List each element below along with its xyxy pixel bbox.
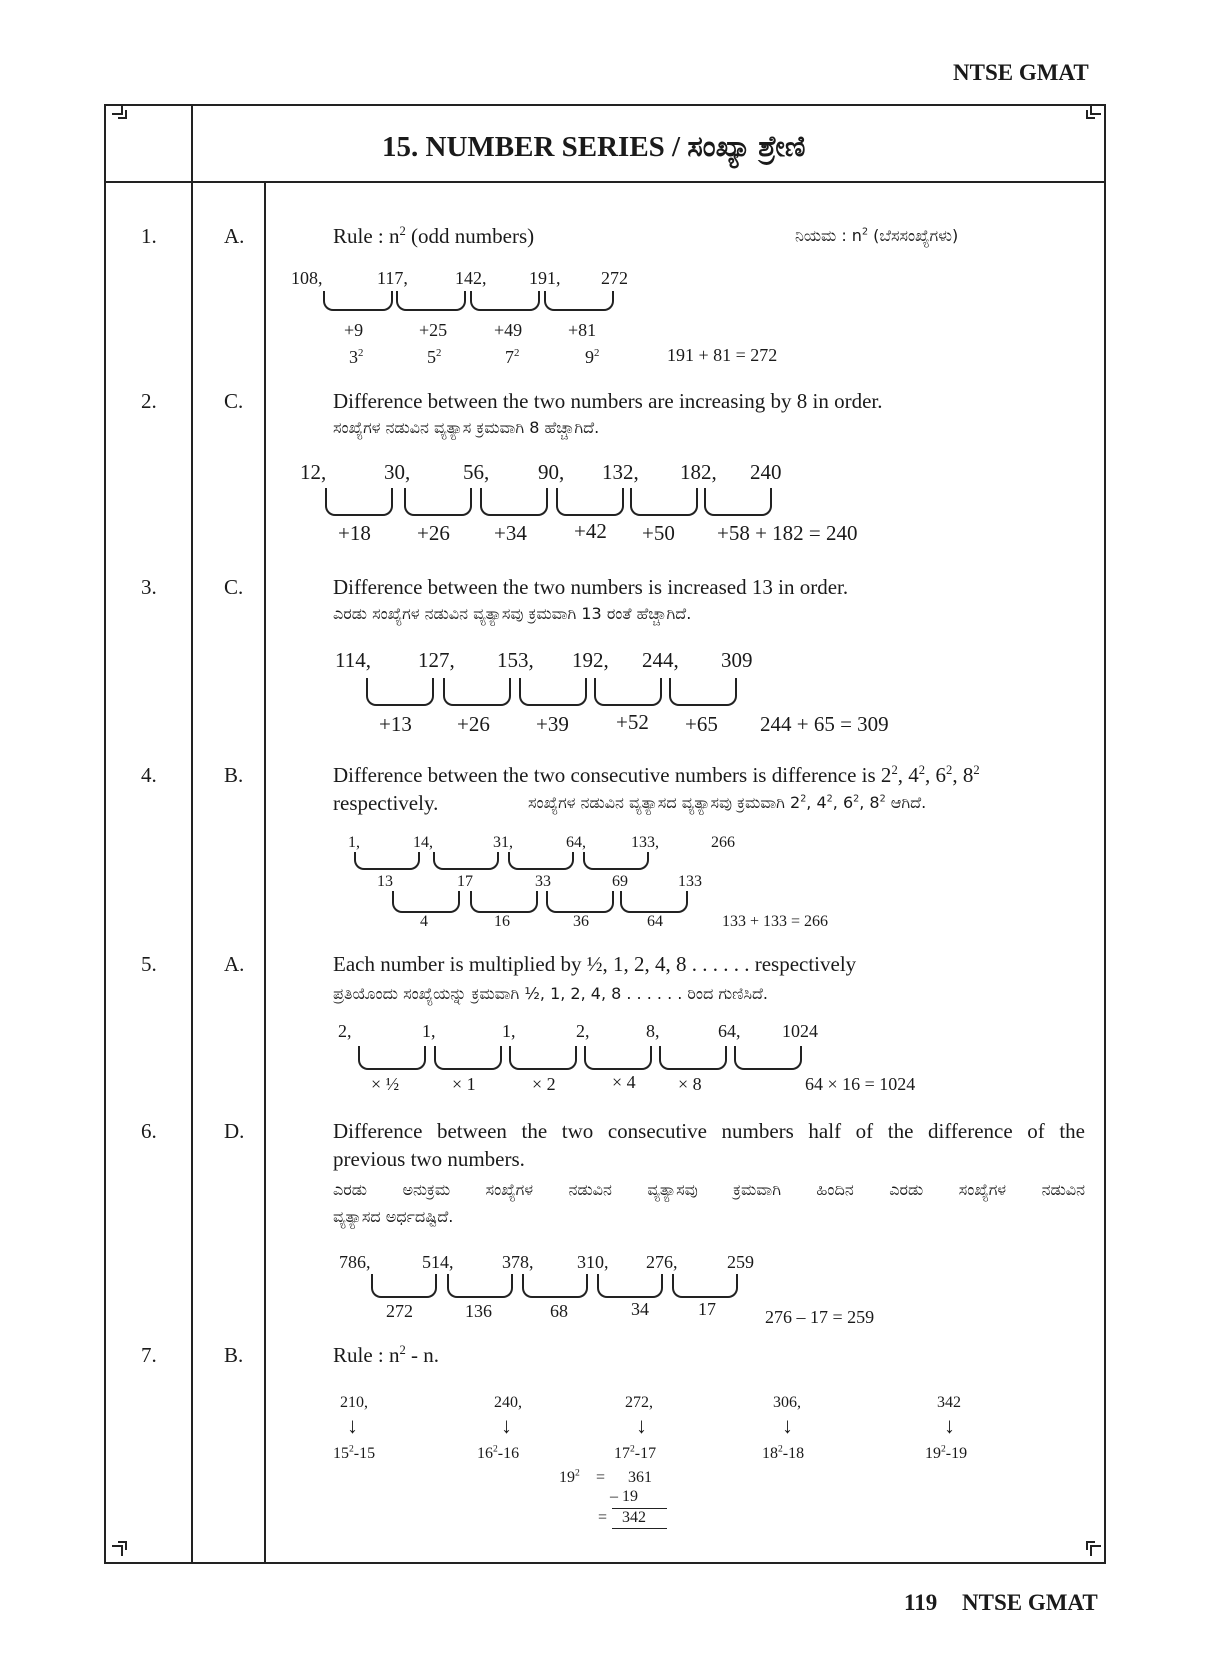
series-term: 306,: [773, 1394, 801, 1411]
explanation-text-kannada: ಎರಡು ಸಂಖ್ಯೆಗಳ ನಡುವಿನ ವ್ಯತ್ಯಾಸವು ಕ್ರಮವಾಗಿ 13 ರಂತೆ ಹೆಚ್ಚಾಗಿದೆ.: [333, 604, 692, 623]
explanation-text-kannada: ಪ್ರತಿಯೊಂದು ಸಂಖ್ಯೆಯನ್ನು ಕ್ರಮವಾಗಿ ½, 1, 2, 4, 8 . . . . . . ರಿಂದ ಗುಣಿಸಿದೆ.: [333, 984, 769, 1003]
difference-value: +9: [344, 320, 364, 340]
answer-table: [104, 104, 1106, 1564]
difference-value: 34: [631, 1299, 649, 1319]
explanation-text-kannada: ವ್ಯತ್ಯಾಸದ ಅರ್ಧದಷ್ಟಿದೆ.: [333, 1207, 454, 1226]
series-term: 108,: [291, 268, 323, 288]
question-number: 1.: [141, 224, 157, 248]
series-term: 31,: [493, 834, 513, 851]
calc-label: $19^2$: [559, 1467, 580, 1486]
result-equation: 133 + 133 = 266: [722, 913, 829, 930]
series-term: 30,: [384, 460, 411, 484]
difference-bracket: [433, 852, 499, 870]
difference-value: +26: [417, 521, 450, 545]
corner-ornament-icon: [1083, 1538, 1101, 1556]
question-number: 6.: [141, 1119, 157, 1143]
corner-ornament-icon: [1083, 104, 1101, 122]
calc-equals: =: [596, 1469, 606, 1486]
explanation-text: Each number is multiplied by ½, 1, 2, 4, 8 . . . . . . respectively: [333, 952, 857, 976]
explanation-text-kannada: ಸಂಖ್ಯೆಗಳ ನಡುವಿನ ವ್ಯತ್ಯಾಸದ ವ್ಯತ್ಯಾಸವು ಕ್ರಮವಾಗಿ $2^2$, $4^2$, $6^2$, $8^2$ ಆಗಿದೆ.: [528, 793, 927, 812]
series-term: 90,: [538, 460, 565, 484]
series-term: 191,: [529, 268, 561, 288]
calc-value: 361: [628, 1469, 652, 1486]
explanation-text: Difference between the two numbers is increased 13 in order.: [333, 575, 849, 599]
difference-value: 68: [550, 1301, 568, 1321]
difference-value: 136: [465, 1301, 492, 1321]
square-value: $3^2$: [349, 347, 364, 367]
difference-bracket: [371, 1274, 437, 1298]
question-number: 2.: [141, 389, 157, 413]
formula-value: $15^2-15$: [333, 1443, 376, 1462]
series-term: 117,: [377, 268, 408, 288]
series-term: 1,: [348, 834, 360, 851]
difference-bracket: [480, 488, 548, 516]
series-term: 12,: [300, 460, 327, 484]
difference-value: 272: [386, 1301, 413, 1321]
series-term: 133,: [631, 834, 659, 851]
difference-value: +58 + 182 = 240: [717, 521, 858, 545]
series-term: 1024: [782, 1021, 818, 1041]
difference-bracket: [325, 488, 393, 516]
difference-bracket: [443, 678, 511, 706]
second-difference-value: 16: [494, 913, 510, 930]
difference-value: 17: [457, 873, 473, 890]
explanation-text-kannada: ಸಂಖ್ಯೆಗಳ ನಡುವಿನ ವ್ಯತ್ಯಾಸ ಕ್ರಮವಾಗಿ 8 ಹೆಚ್ಚಾಗಿದೆ.: [333, 418, 600, 437]
difference-bracket: [594, 678, 662, 706]
footer-title: NTSE GMAT: [962, 1590, 1098, 1615]
difference-bracket: [366, 678, 434, 706]
series-term: 64,: [718, 1021, 741, 1041]
difference-bracket: [546, 891, 614, 913]
title-divider: [104, 181, 1106, 183]
square-value: $5^2$: [427, 347, 442, 367]
multiplier-value: × ½: [371, 1074, 400, 1094]
difference-value: +81: [568, 320, 597, 340]
series-term: 64,: [566, 834, 586, 851]
difference-value: +34: [494, 521, 527, 545]
series-term: 2,: [338, 1021, 352, 1041]
series-term: 272: [601, 268, 628, 288]
difference-value: 33: [535, 873, 551, 890]
multiplier-value: × 2: [532, 1074, 556, 1094]
series-term: 153,: [497, 648, 534, 672]
explanation-text-kannada: ಎರಡು ಅನುಕ್ರಮ ಸಂಖ್ಯೆಗಳ ನಡುವಿನ ವ್ಯತ್ಯಾಸವು ಕ್ರಮವಾಗಿ ಹಿಂದಿನ ಎರಡು ಸಂಖ್ಯೆಗಳ ನಡುವಿನ: [333, 1180, 1085, 1199]
series-term: 310,: [577, 1252, 609, 1272]
multiplier-bracket: [659, 1046, 727, 1070]
second-difference-value: 36: [573, 913, 589, 930]
header-title: NTSE GMAT: [953, 60, 1089, 85]
answer-option: A.: [224, 952, 245, 976]
difference-value: +49: [494, 320, 523, 340]
difference-bracket: [447, 1274, 513, 1298]
difference-value: 133: [678, 873, 702, 890]
answer-option: C.: [224, 575, 244, 599]
series-term: 142,: [455, 268, 487, 288]
difference-bracket: [620, 891, 688, 913]
square-value: $9^2$: [585, 347, 600, 367]
difference-bracket: [519, 678, 587, 706]
difference-value: +13: [379, 712, 412, 736]
difference-bracket: [470, 891, 538, 913]
down-arrow-icon: ↓: [347, 1413, 358, 1438]
difference-bracket: [544, 291, 614, 311]
explanation-text: Difference between the two numbers are increasing by 8 in order.: [333, 389, 883, 413]
difference-bracket: [404, 488, 472, 516]
series-term: 210,: [340, 1394, 368, 1411]
series-term: 192,: [572, 648, 609, 672]
formula-value: $16^2-16$: [477, 1443, 520, 1462]
down-arrow-icon: ↓: [944, 1413, 955, 1438]
explanation-text: previous two numbers.: [333, 1147, 525, 1171]
calc-subtract: – 19: [610, 1488, 638, 1505]
difference-bracket: [704, 488, 772, 516]
series-term: 8,: [646, 1021, 660, 1041]
difference-value: 17: [698, 1299, 716, 1319]
rule-text: Rule : $n^2$ (odd numbers): [333, 224, 535, 248]
series-term: 56,: [463, 460, 490, 484]
multiplier-bracket: [509, 1046, 577, 1070]
difference-bracket: [522, 1274, 588, 1298]
series-term: 182,: [680, 460, 717, 484]
difference-bracket: [669, 678, 737, 706]
series-term: 2,: [576, 1021, 590, 1041]
difference-value: +18: [338, 521, 371, 545]
question-number: 3.: [141, 575, 157, 599]
difference-bracket: [597, 1274, 663, 1298]
difference-bracket: [583, 852, 649, 870]
series-term: 514,: [422, 1252, 454, 1272]
difference-bracket: [556, 488, 624, 516]
difference-value: +65: [685, 712, 718, 736]
explanation-text: Difference between the two consecutive numbers is difference is $2^2$, $4^2$, $6^2$, $8^2$: [333, 763, 980, 787]
multiplier-bracket: [734, 1046, 802, 1070]
page-number: 119: [904, 1590, 938, 1615]
series-term: 244,: [642, 648, 679, 672]
formula-value: $18^2-18$: [762, 1443, 805, 1462]
result-equation: 244 + 65 = 309: [760, 712, 889, 736]
series-term: 132,: [602, 460, 639, 484]
question-number: 7.: [141, 1343, 157, 1367]
series-term: 14,: [413, 834, 433, 851]
difference-bracket: [323, 291, 393, 311]
difference-bracket: [508, 852, 574, 870]
series-term: 240: [750, 460, 782, 484]
page-title: 15. NUMBER SERIES / ಸಂಖ್ಯಾ ಶ್ರೇಣಿ: [382, 131, 806, 163]
difference-bracket: [470, 291, 540, 311]
difference-value: +52: [616, 710, 649, 734]
difference-value: +50: [642, 521, 675, 545]
series-term: 786,: [339, 1252, 371, 1272]
series-term: 127,: [418, 648, 455, 672]
multiplier-bracket: [584, 1046, 652, 1070]
second-difference-value: 64: [647, 913, 663, 930]
column-divider: [264, 183, 266, 1564]
down-arrow-icon: ↓: [636, 1413, 647, 1438]
multiplier-value: × 8: [678, 1074, 702, 1094]
answer-option: C.: [224, 389, 244, 413]
second-difference-value: 4: [420, 913, 428, 930]
answer-option: A.: [224, 224, 245, 248]
difference-bracket: [630, 488, 698, 516]
answer-option: D.: [224, 1119, 245, 1143]
multiplier-value: × 4: [612, 1072, 636, 1092]
question-number: 4.: [141, 763, 157, 787]
multiplier-value: × 1: [452, 1074, 476, 1094]
multiplier-bracket: [358, 1046, 426, 1070]
square-value: $7^2$: [505, 347, 520, 367]
difference-bracket: [354, 852, 420, 870]
difference-value: 13: [377, 873, 393, 890]
difference-bracket: [396, 291, 466, 311]
result-equation: 191 + 81 = 272: [667, 345, 778, 365]
difference-value: 69: [612, 873, 628, 890]
column-divider: [191, 104, 193, 1564]
calc-result: 342: [622, 1509, 646, 1526]
difference-value: +25: [419, 320, 448, 340]
explanation-text: respectively.: [333, 791, 439, 815]
series-term: 240,: [494, 1394, 522, 1411]
rule-text: Rule : $n^2$ - n.: [333, 1343, 440, 1367]
corner-ornament-icon: [112, 1538, 130, 1556]
difference-bracket: [672, 1274, 738, 1298]
rule-text-kannada: ನಿಯಮ : $n^2$ (ಬೆಸಸಂಖ್ಯೆಗಳು): [795, 226, 959, 245]
down-arrow-icon: ↓: [501, 1413, 512, 1438]
explanation-text: Difference between the two consecutive numbers half of the difference of the: [333, 1119, 1085, 1143]
series-term: 114,: [335, 648, 371, 672]
calc-equals: =: [598, 1509, 608, 1526]
series-term: 309: [721, 648, 753, 672]
series-term: 1,: [422, 1021, 436, 1041]
series-term: 266: [711, 834, 735, 851]
series-term: 378,: [502, 1252, 534, 1272]
calc-underline: [612, 1528, 667, 1529]
result-equation: 64 × 16 = 1024: [805, 1074, 916, 1094]
difference-value: +26: [457, 712, 490, 736]
multiplier-bracket: [434, 1046, 502, 1070]
series-term: 259: [727, 1252, 754, 1272]
corner-ornament-icon: [112, 104, 130, 122]
result-equation: 276 – 17 = 259: [765, 1307, 875, 1327]
series-term: 272,: [625, 1394, 653, 1411]
difference-value: +42: [574, 519, 607, 543]
series-term: 342: [937, 1394, 961, 1411]
series-term: 276,: [646, 1252, 678, 1272]
question-number: 5.: [141, 952, 157, 976]
answer-option: B.: [224, 1343, 244, 1367]
formula-value: $19^2-19$: [925, 1443, 968, 1462]
answer-option: B.: [224, 763, 244, 787]
down-arrow-icon: ↓: [782, 1413, 793, 1438]
difference-bracket: [392, 891, 460, 913]
series-term: 1,: [502, 1021, 516, 1041]
formula-value: $17^2-17$: [614, 1443, 657, 1462]
difference-value: +39: [536, 712, 569, 736]
